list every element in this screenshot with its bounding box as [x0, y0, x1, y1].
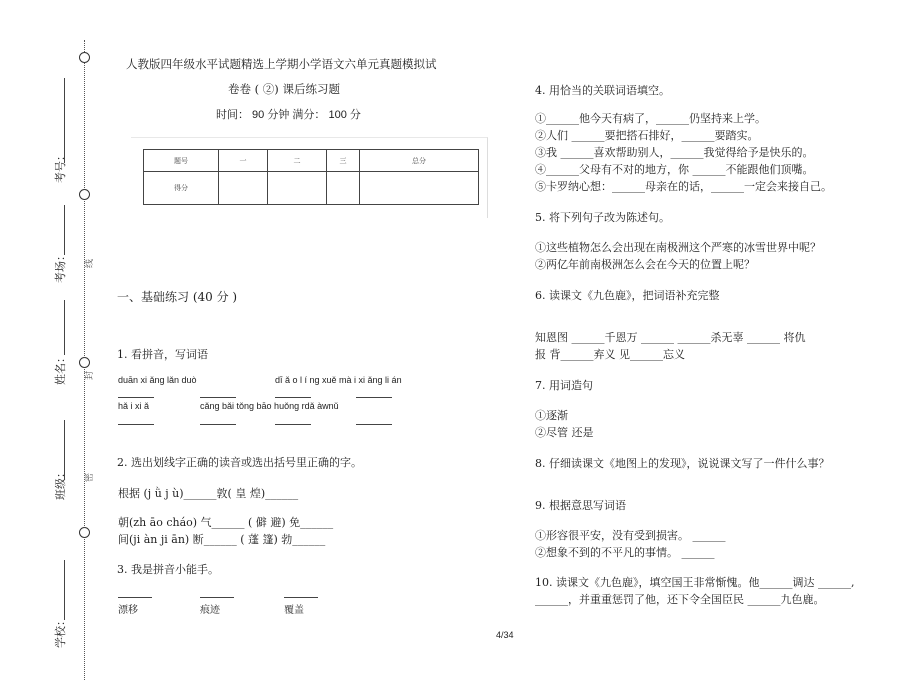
score-cell[interactable]	[327, 172, 360, 205]
binding-hole-2	[79, 189, 90, 200]
margin-xingming-label: 姓名：	[54, 352, 67, 385]
q7-title: 7. 用词造句	[535, 379, 593, 392]
q3-title: 3. 我是拼音小能手。	[117, 563, 219, 576]
q9-item: ②想象不到的不平凡的事情。 ______	[535, 546, 715, 559]
margin-mark-mi: 密	[85, 472, 95, 482]
score-cell: 二	[268, 150, 327, 172]
margin-mark-feng: 封	[85, 370, 95, 380]
score-cell: 总分	[360, 150, 479, 172]
margin-kaochang-label: 考场：	[54, 250, 67, 283]
margin-xuexiao-line	[64, 560, 65, 620]
margin-xuexiao-label: 学校：	[54, 615, 67, 648]
q4-item: ②人们 ______要把搭石排好，______要踏实。	[535, 129, 759, 142]
margin-kaohao-label: 考号：	[54, 150, 67, 183]
q4-title: 4. 用恰当的关联词语填空。	[535, 84, 670, 97]
q7-item: ①逐渐	[535, 409, 568, 422]
score-cell[interactable]	[219, 172, 268, 205]
q1-blank[interactable]	[356, 397, 392, 398]
margin-xingming-line	[64, 300, 65, 355]
q7-item: ②尽管 还是	[535, 426, 594, 439]
margin-mark-xian: 线	[85, 258, 95, 268]
time-score-label: 时间： 90 分钟 满分： 100 分	[216, 109, 361, 121]
q1-title: 1. 看拼音，写词语	[117, 348, 208, 361]
q3-blank[interactable]	[118, 597, 152, 598]
page-number: 4/34	[496, 630, 514, 640]
q2-line-1: 根据 (j ǜ j ù)______敦( 皇 煌)______	[118, 487, 299, 500]
binding-hole-1	[79, 52, 90, 63]
score-cell[interactable]	[360, 172, 479, 205]
score-table	[143, 149, 479, 205]
binding-hole-3	[79, 357, 90, 368]
score-cell: 题号	[144, 150, 219, 172]
margin-banji-label: 班级：	[54, 467, 67, 500]
q1-pinyin-2a: hǎ i xi ǎ	[118, 401, 150, 411]
q4-item: ①______他今天有病了，______仍坚持来上学。	[535, 112, 766, 125]
q1-pinyin-2b: cǎng bǎi tǒng bāo huǒng rdǎ àwnǔ	[200, 401, 339, 411]
q3-blank[interactable]	[284, 597, 318, 598]
score-cell: 得分	[144, 172, 219, 205]
q1-pinyin-1b: dī ǎ o l í ng xuě mà i xi ǎng li án	[275, 375, 402, 385]
q3-word: 漂移	[118, 605, 138, 616]
q5-title: 5. 将下列句子改为陈述句。	[535, 211, 670, 224]
q8-title: 8. 仔细读课文《地图上的发现》，说说课文写了一件什么事？	[535, 457, 830, 470]
q4-item: ④______父母有不对的地方，你 ______不能跟他们顶嘴。	[535, 163, 814, 176]
q6-line-2: 报 背______弃义 见______忘义	[535, 348, 685, 361]
q5-item: ②两亿年前南极洲怎么会在今天的位置上呢？	[535, 258, 755, 271]
q9-title: 9. 根据意思写词语	[535, 499, 626, 512]
margin-banji-line	[64, 420, 65, 480]
q4-item: ⑤卡罗纳心想：______母亲在的话，______一定会来接自己。	[535, 180, 832, 193]
q1-blank[interactable]	[275, 397, 311, 398]
q1-blank[interactable]	[118, 424, 154, 425]
q1-blank[interactable]	[275, 424, 311, 425]
score-cell[interactable]	[268, 172, 327, 205]
q10-line-1: 10. 读课文《九色鹿》，填空国王非常惭愧。他______调达 ______,	[535, 576, 855, 589]
q1-pinyin-1a: duān xi ǎng lǎn duò	[118, 375, 197, 385]
q1-blank[interactable]	[200, 424, 236, 425]
q10-line-2: ______，并重重惩罚了他，还下令全国臣民 ______九色鹿。	[535, 593, 825, 606]
q6-line-1: 知恩图 ______千恩万 ______ ______杀无辜 ______ 将仇	[535, 331, 806, 344]
section-heading: 一、基础练习 (40 分 )	[117, 290, 238, 304]
q2-line-3: 间(ji àn ji ān) 断______ ( 蓬 篷) 勃______	[118, 533, 326, 546]
q3-word: 覆盖	[284, 605, 304, 616]
q1-blank[interactable]	[200, 397, 236, 398]
score-cell: 三	[327, 150, 360, 172]
q3-word: 痕迹	[200, 605, 220, 616]
q6-title: 6. 读课文《九色鹿》，把词语补充完整	[535, 289, 720, 302]
margin-kaohao-line	[64, 78, 65, 163]
q1-blank[interactable]	[356, 424, 392, 425]
q3-blank[interactable]	[200, 597, 234, 598]
margin-kaochang-line	[64, 205, 65, 255]
q1-blank[interactable]	[118, 397, 154, 398]
page-subtitle: 卷卷 ( ②) 课后练习题	[228, 82, 340, 96]
page-title: 人教版四年级水平试题精选上学期小学语文六单元真题模拟试	[126, 57, 437, 71]
q2-line-2: 朝(zh āo cháo) 气______ ( 僻 避) 免______	[118, 516, 334, 529]
binding-hole-4	[79, 527, 90, 538]
q2-title: 2. 选出划线字正确的读音或选出括号里正确的字。	[117, 456, 362, 469]
q5-item: ①这些植物怎么会出现在南极洲这个严寒的冰雪世界中呢？	[535, 241, 821, 254]
score-cell: 一	[219, 150, 268, 172]
q4-item: ③我 ______喜欢帮助别人，______我觉得给予是快乐的。	[535, 146, 814, 159]
q9-item: ①形容很平安，没有受到损害。 ______	[535, 529, 726, 542]
